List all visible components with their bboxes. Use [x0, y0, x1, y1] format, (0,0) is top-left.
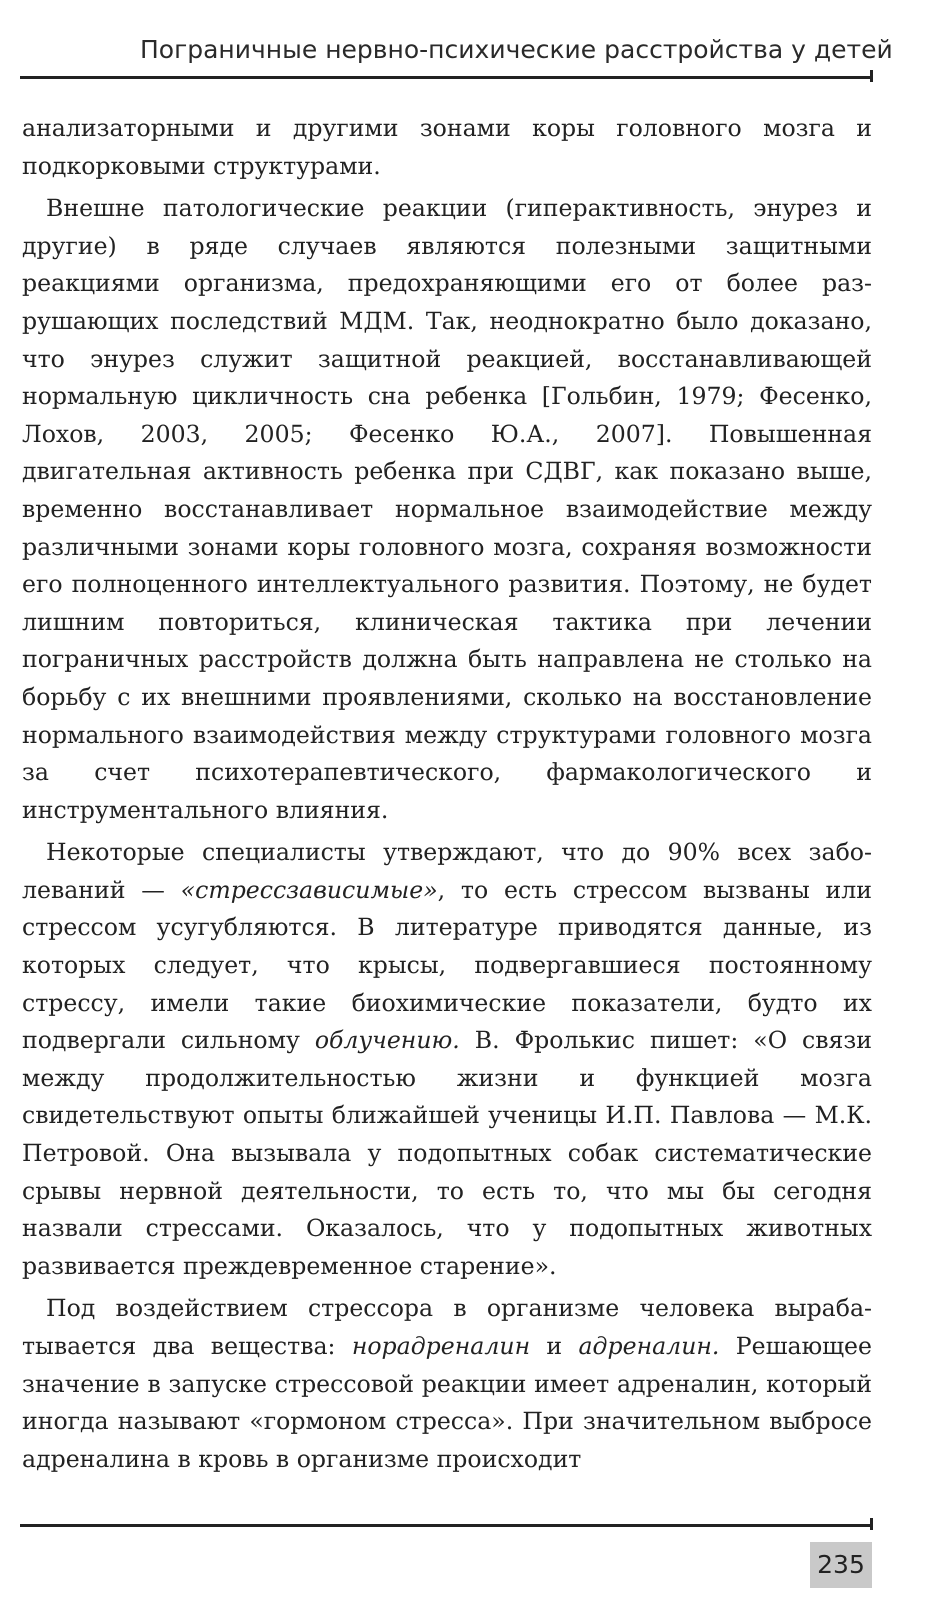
paragraph-3-text-c: В. Фролькис пишет: «О связи между продолжительностью жизни и функцией мозга свидетельствуют опыты ближайшей ученицы И.П. Павлова — М.К. Петровой. Она вызывала у подопытных собак систематические срывы нервной деятельности, то есть то, что мы бы сегодня назвали стрессами. Оказалось, что у подопытных животных развивается преждевременное старение». — [22, 1026, 872, 1280]
paragraph-3-text-b: , то есть стрессом вызваны или стрессом усугубляются. В литературе приводятся данные, из которых следует, что крысы, подвергавшиеся постоянному стрессу, имели такие биохимические показатели, будто их подвергали сильному — [22, 875, 872, 1055]
paragraph-4-text-a: Под воздействием стрессора в организме человека вырабатывается два вещества: — [22, 1294, 872, 1360]
paragraph-3-emphasis-stress-dependent: «стрессзависимые» — [180, 875, 438, 904]
paragraph-3-text-a: Некоторые специалисты утверждают, что до 90% всех заболеваний — — [22, 838, 872, 904]
running-header-title: Пограничные нервно-психические расстройства у детей — [140, 35, 893, 64]
paragraph-1: анализаторными и другими зонами коры головного мозга и подкорковыми структурами. — [22, 114, 872, 180]
header-rule — [20, 76, 872, 79]
paragraph-2: Внешне патологические реакции (гиперактивность, энурез и другие) в ряде случаев являются полезными защитными реакциями организма, предохраняющими его от более разрушающих последствий МДМ. Так, неоднократно было доказано, что энурез служит защитной реакцией, восстанавливающей нормальную цикличность сна ребенка [Гольбин, 1979; Фесенко, Лохов, 2003, 2005; Фесенко Ю.А., 2007]. Повышенная двигательная активность ребенка при СДВГ, как показано выше, временно восстанавливает нормальное взаимодействие между различными зонами коры головного мозга, сохраняя возможности его полноценного интеллектуального развития. Поэтому, не будет лишним повториться, клиническая тактика при лечении пограничных расстройств должна быть направлена не столько на борьбу с их внешними проявлениями, сколько на восстановление нормального взаимодействия между структурами головного мозга за счет психотерапевтического, фармакологического и инструментального влияния. — [22, 194, 872, 824]
body-text — [22, 110, 872, 1478]
header-rule-tick — [870, 70, 873, 82]
paragraph-4-text-c: Решающее значение в запуске стрессовой реакции имеет адреналин, который иногда называют «гормоном стресса». При значительном выбросе адреналина в кровь в организме происходит — [22, 1332, 872, 1473]
paragraph-4-emphasis-adrenaline: адреналин. — [578, 1332, 720, 1360]
footer-rule-tick — [870, 1518, 873, 1530]
paragraph-4 — [22, 1290, 872, 1478]
page-number: 235 — [810, 1542, 872, 1588]
paragraph-4-emphasis-noradrenaline: норадреналин — [351, 1332, 531, 1360]
paragraph-3 — [22, 834, 872, 1285]
paragraph-3-emphasis-irradiation: облучению. — [314, 1026, 460, 1055]
paragraph-4-text-b: и — [530, 1332, 579, 1360]
footer-rule — [20, 1524, 872, 1527]
